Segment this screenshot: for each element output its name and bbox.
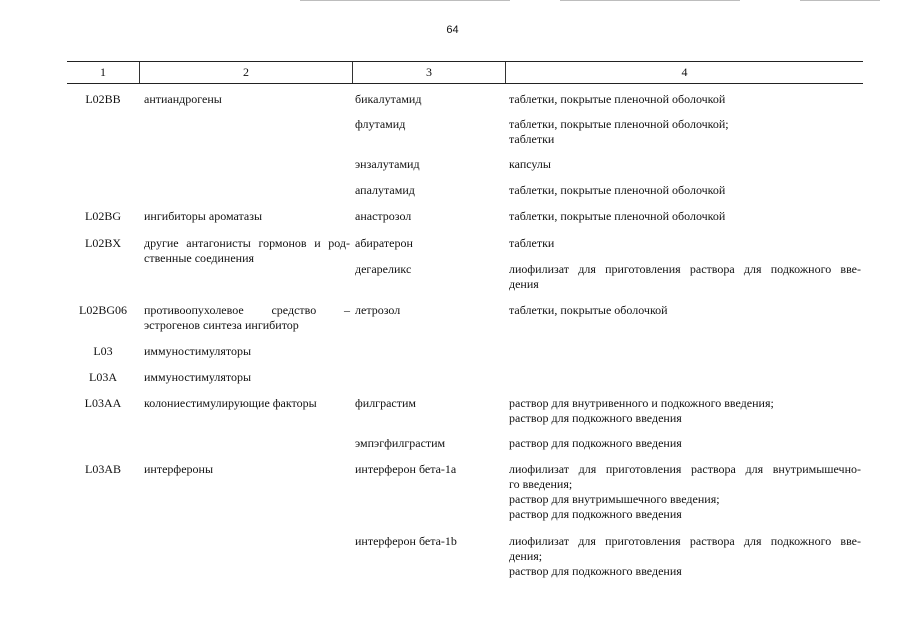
dosage-form-line: раствор для внутримышечного введения; (509, 492, 720, 506)
atc-code: L02BG06 (79, 303, 127, 317)
drug-name: дегареликс (355, 262, 412, 276)
dosage-form-line: дения (509, 277, 539, 291)
header-col-3: 3 (426, 65, 432, 79)
dosage-form: таблетки, покрытые пленочной оболочкой (509, 209, 726, 223)
table-header (67, 61, 863, 84)
scan-edge-line (560, 0, 740, 1)
dosage-form: раствор для внутривенного и подкожного введения; раствор для подкожного введения (509, 396, 774, 425)
scan-edge-line (300, 0, 510, 1)
drug-name: эмпэгфилграстим (355, 436, 446, 450)
group-name-line: ственные соединения (144, 251, 255, 265)
group-name: иммуностимуляторы (144, 344, 252, 358)
group-name-line: противоопухолевое средство – (144, 303, 350, 317)
drug-name: летрозол (355, 303, 401, 317)
atc-code: L03A (89, 370, 117, 384)
header-col-2: 2 (243, 65, 249, 79)
group-name: интерфероны (144, 462, 213, 476)
group-name (144, 303, 350, 333)
dosage-form-line: дения; (509, 549, 543, 563)
drug-name: интерферон бета-1a (355, 462, 457, 476)
dosage-form: таблетки, покрытые пленочной оболочкой (509, 183, 726, 197)
drug-name: флутамид (355, 117, 406, 131)
dosage-form-line: раствор для подкожного введения (509, 507, 682, 521)
atc-code: L02BX (85, 236, 121, 250)
dosage-form-line: раствор для подкожного введения (509, 564, 682, 578)
drug-name: бикалутамид (355, 92, 422, 106)
atc-code: L02BB (85, 92, 121, 106)
group-name-line: другие антагонисты гормонов и род- (144, 236, 350, 250)
dosage-form-line: лиофилизат для приготовления раствора для подкожного вве- (509, 262, 861, 276)
dosage-form (509, 262, 861, 292)
drug-name: апалутамид (355, 183, 415, 197)
header-col-4: 4 (681, 65, 688, 79)
dosage-form: таблетки, покрытые пленочной оболочкой; таблетки (509, 117, 729, 146)
dosage-form: раствор для подкожного введения (509, 436, 682, 450)
group-name: иммуностимуляторы (144, 370, 252, 384)
dosage-form-line: лиофилизат для приготовления раствора для внутримышечно- (509, 462, 861, 476)
group-name (144, 236, 350, 266)
atc-code: L03 (93, 344, 113, 358)
drug-name: филграстим (355, 396, 417, 410)
dosage-form: таблетки (509, 236, 555, 250)
drug-name: анастрозол (355, 209, 412, 223)
group-name: ингибиторы ароматазы (144, 209, 263, 223)
atc-code: L03AA (84, 396, 122, 410)
atc-code: L03AB (85, 462, 121, 476)
drug-name: интерферон бета-1b (355, 534, 457, 548)
dosage-form-line: лиофилизат для приготовления раствора для подкожного вве- (509, 534, 861, 548)
dosage-form: капсулы (509, 157, 551, 171)
drug-name: энзалутамид (355, 157, 420, 171)
dosage-form-line: го введения; (509, 477, 573, 491)
atc-code: L02BG (85, 209, 121, 223)
scan-edge-line (800, 0, 880, 1)
header-col-1: 1 (100, 65, 106, 79)
group-name: колониестимулирующие факторы (144, 396, 317, 410)
dosage-form: таблетки, покрытые пленочной оболочкой (509, 92, 726, 106)
dosage-form (509, 462, 861, 522)
drug-name: абиратерон (355, 236, 413, 250)
dosage-form (509, 534, 861, 579)
group-name: антиандрогены (144, 92, 222, 106)
page-number: 64 (446, 24, 459, 36)
dosage-form: таблетки, покрытые оболочкой (509, 303, 668, 317)
group-name-line: эстрогенов синтеза ингибитор (144, 318, 299, 332)
